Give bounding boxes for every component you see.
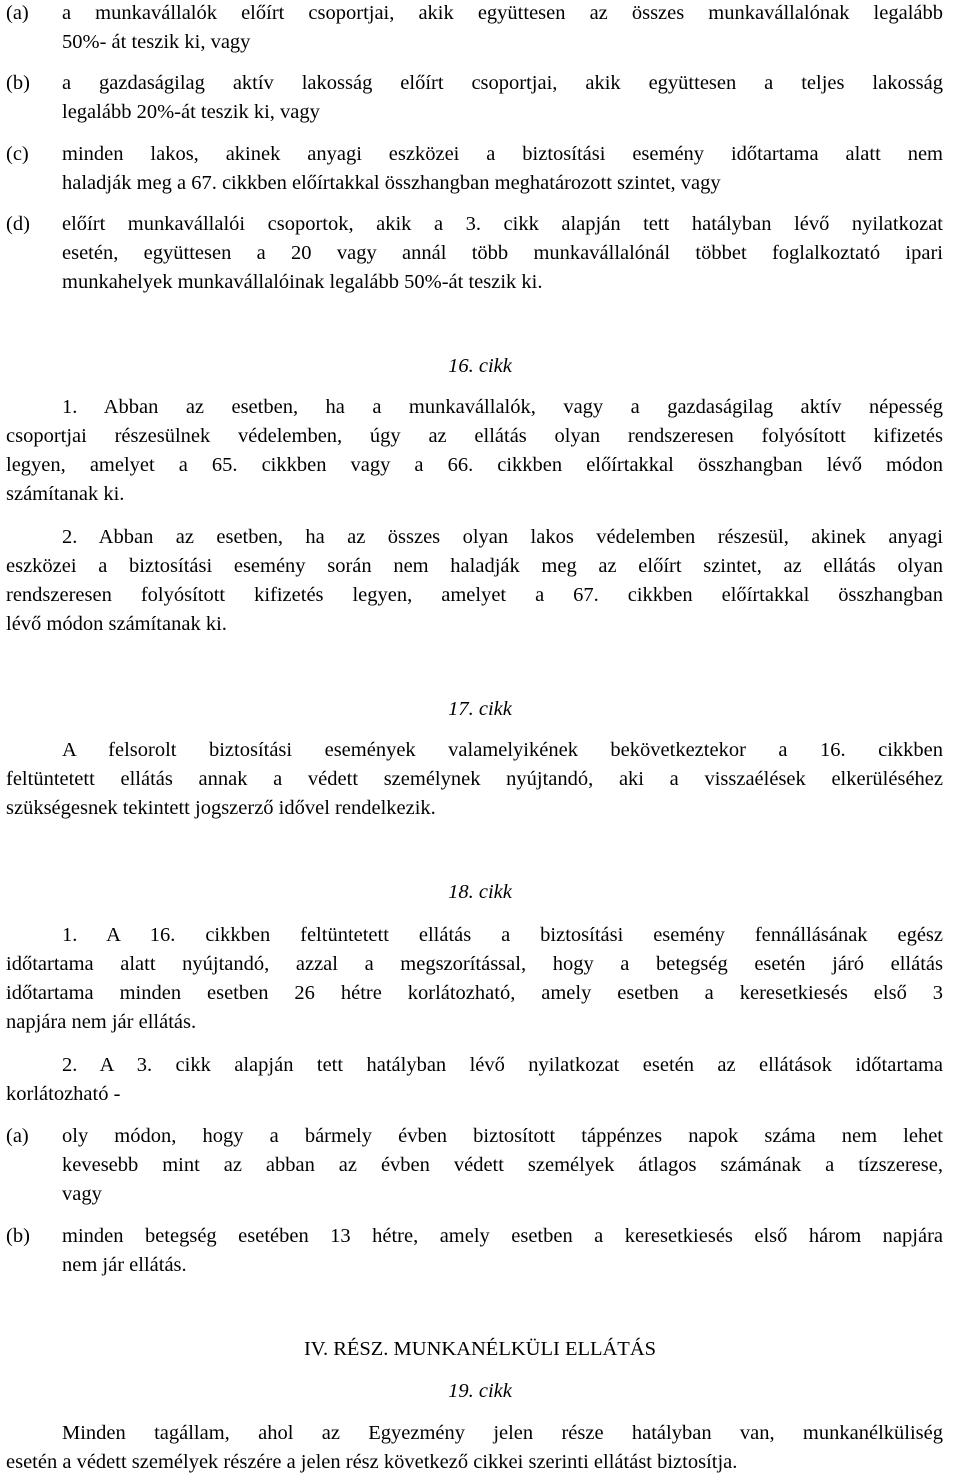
article-16-heading: 16. cikk [448,355,512,377]
art18-item-a-label: (a) [6,1125,29,1147]
article-18-heading: 18. cikk [448,881,512,903]
item-d-line-1: előírt munkavállalói csoportok, akik a 3. cikk alapján tett hatályban lévő nyilatkozat [62,213,943,235]
art18-p1-line-3: időtartama minden esetben 26 hétre korlátozható, amely esetben a keresetkiesés első 3 [6,982,943,1004]
art17-p1-line-3: szükségesnek tekintett jogszerző idővel rendelkezik. [6,797,436,819]
art18-p2-line-1: 2. A 3. cikk alapján tett hatályban lévő nyilatkozat esetén az ellátások időtartama [62,1054,943,1076]
item-b-line-1: a gazdaságilag aktív lakosság előírt csoportjai, akik együttesen a teljes lakosság [62,72,943,94]
art19-p1-line-1: Minden tagállam, ahol az Egyezmény jelen része hatályban van, munkanélküliség [62,1422,943,1444]
item-d-line-3: munkahelyek munkavállalóinak legalább 50%-át teszik ki. [62,271,543,293]
art16-p1-line-4: számítanak ki. [6,483,125,505]
art18-item-a-line-1: oly módon, hogy a bármely évben biztosított táppénzes napok száma nem lehet [62,1125,943,1147]
art18-p1-line-1: 1. A 16. cikkben feltüntetett ellátás a biztosítási esemény fennállásának egész [62,924,943,946]
art18-item-a-line-2: kevesebb mint az abban az évben védett személyek átlagos számának a tízszerese, [62,1154,943,1176]
art18-p1-line-2: időtartama alatt nyújtandó, azzal a megszorítással, hogy a betegség esetén járó ellátás [6,953,943,975]
item-c-label: (c) [6,143,29,165]
art16-p2-line-3: rendszeresen folyósított kifizetés legyen, amelyet a 67. cikkben előírtakkal összhangban [6,584,943,606]
art16-p1-line-2: csoportjai részesülnek védelemben, úgy az ellátás olyan rendszeresen folyósított kifizetés [6,425,943,447]
item-a-line-2: 50%- át teszik ki, vagy [62,31,251,53]
art16-p1-line-3: legyen, amelyet a 65. cikkben vagy a 66. cikkben előírtakkal összhangban lévő módon [6,454,943,476]
art18-item-b-line-2: nem jár ellátás. [62,1254,187,1276]
art18-item-a-line-3: vagy [62,1183,102,1205]
part-4-title: IV. RÉSZ. MUNKANÉLKÜLI ELLÁTÁS [303,1338,657,1360]
item-b-line-2: legalább 20%-át teszik ki, vagy [62,101,320,123]
article-19-heading: 19. cikk [448,1380,512,1402]
item-c-line-1: minden lakos, akinek anyagi eszközei a biztosítási esemény időtartama alatt nem [62,143,943,165]
art17-p1-line-2: feltüntetett ellátás annak a védett személynek nyújtandó, aki a visszaélések elkerüléséhez [6,768,943,790]
item-a-label: (a) [6,2,29,24]
art18-p1-line-4: napjára nem jár ellátás. [6,1011,197,1033]
item-b-label: (b) [6,72,30,94]
article-17-heading: 17. cikk [448,698,512,720]
art17-p1-line-1: A felsorolt biztosítási események valamelyikének bekövetkeztekor a 16. cikkben [62,739,943,761]
art18-item-b-line-1: minden betegség esetében 13 hétre, amely esetben a keresetkiesés első három napjára [62,1225,943,1247]
item-a-line-1: a munkavállalók előírt csoportjai, akik együttesen az összes munkavállalónak legalább [62,2,943,24]
art18-item-b-label: (b) [6,1225,30,1247]
art19-p1-line-2: esetén a védett személyek részére a jelen rész következő cikkei szerinti ellátást biztosítja. [6,1451,738,1473]
art18-p2-line-2: korlátozható - [6,1083,121,1105]
art16-p2-line-4: lévő módon számítanak ki. [6,613,227,635]
art16-p2-line-1: 2. Abban az esetben, ha az összes olyan lakos védelemben részesül, akinek anyagi [62,526,943,548]
art16-p1-line-1: 1. Abban az esetben, ha a munkavállalók, vagy a gazdaságilag aktív népesség [62,396,943,418]
item-c-line-2: haladják meg a 67. cikkben előírtakkal összhangban meghatározott szintet, vagy [62,172,721,194]
item-d-line-2: esetén, együttesen a 20 vagy annál több munkavállalónál többet foglalkoztató ipari [62,242,943,264]
item-d-label: (d) [6,213,30,235]
art16-p2-line-2: eszközei a biztosítási esemény során nem haladják meg az előírt szintet, az ellátás olyan [6,555,943,577]
